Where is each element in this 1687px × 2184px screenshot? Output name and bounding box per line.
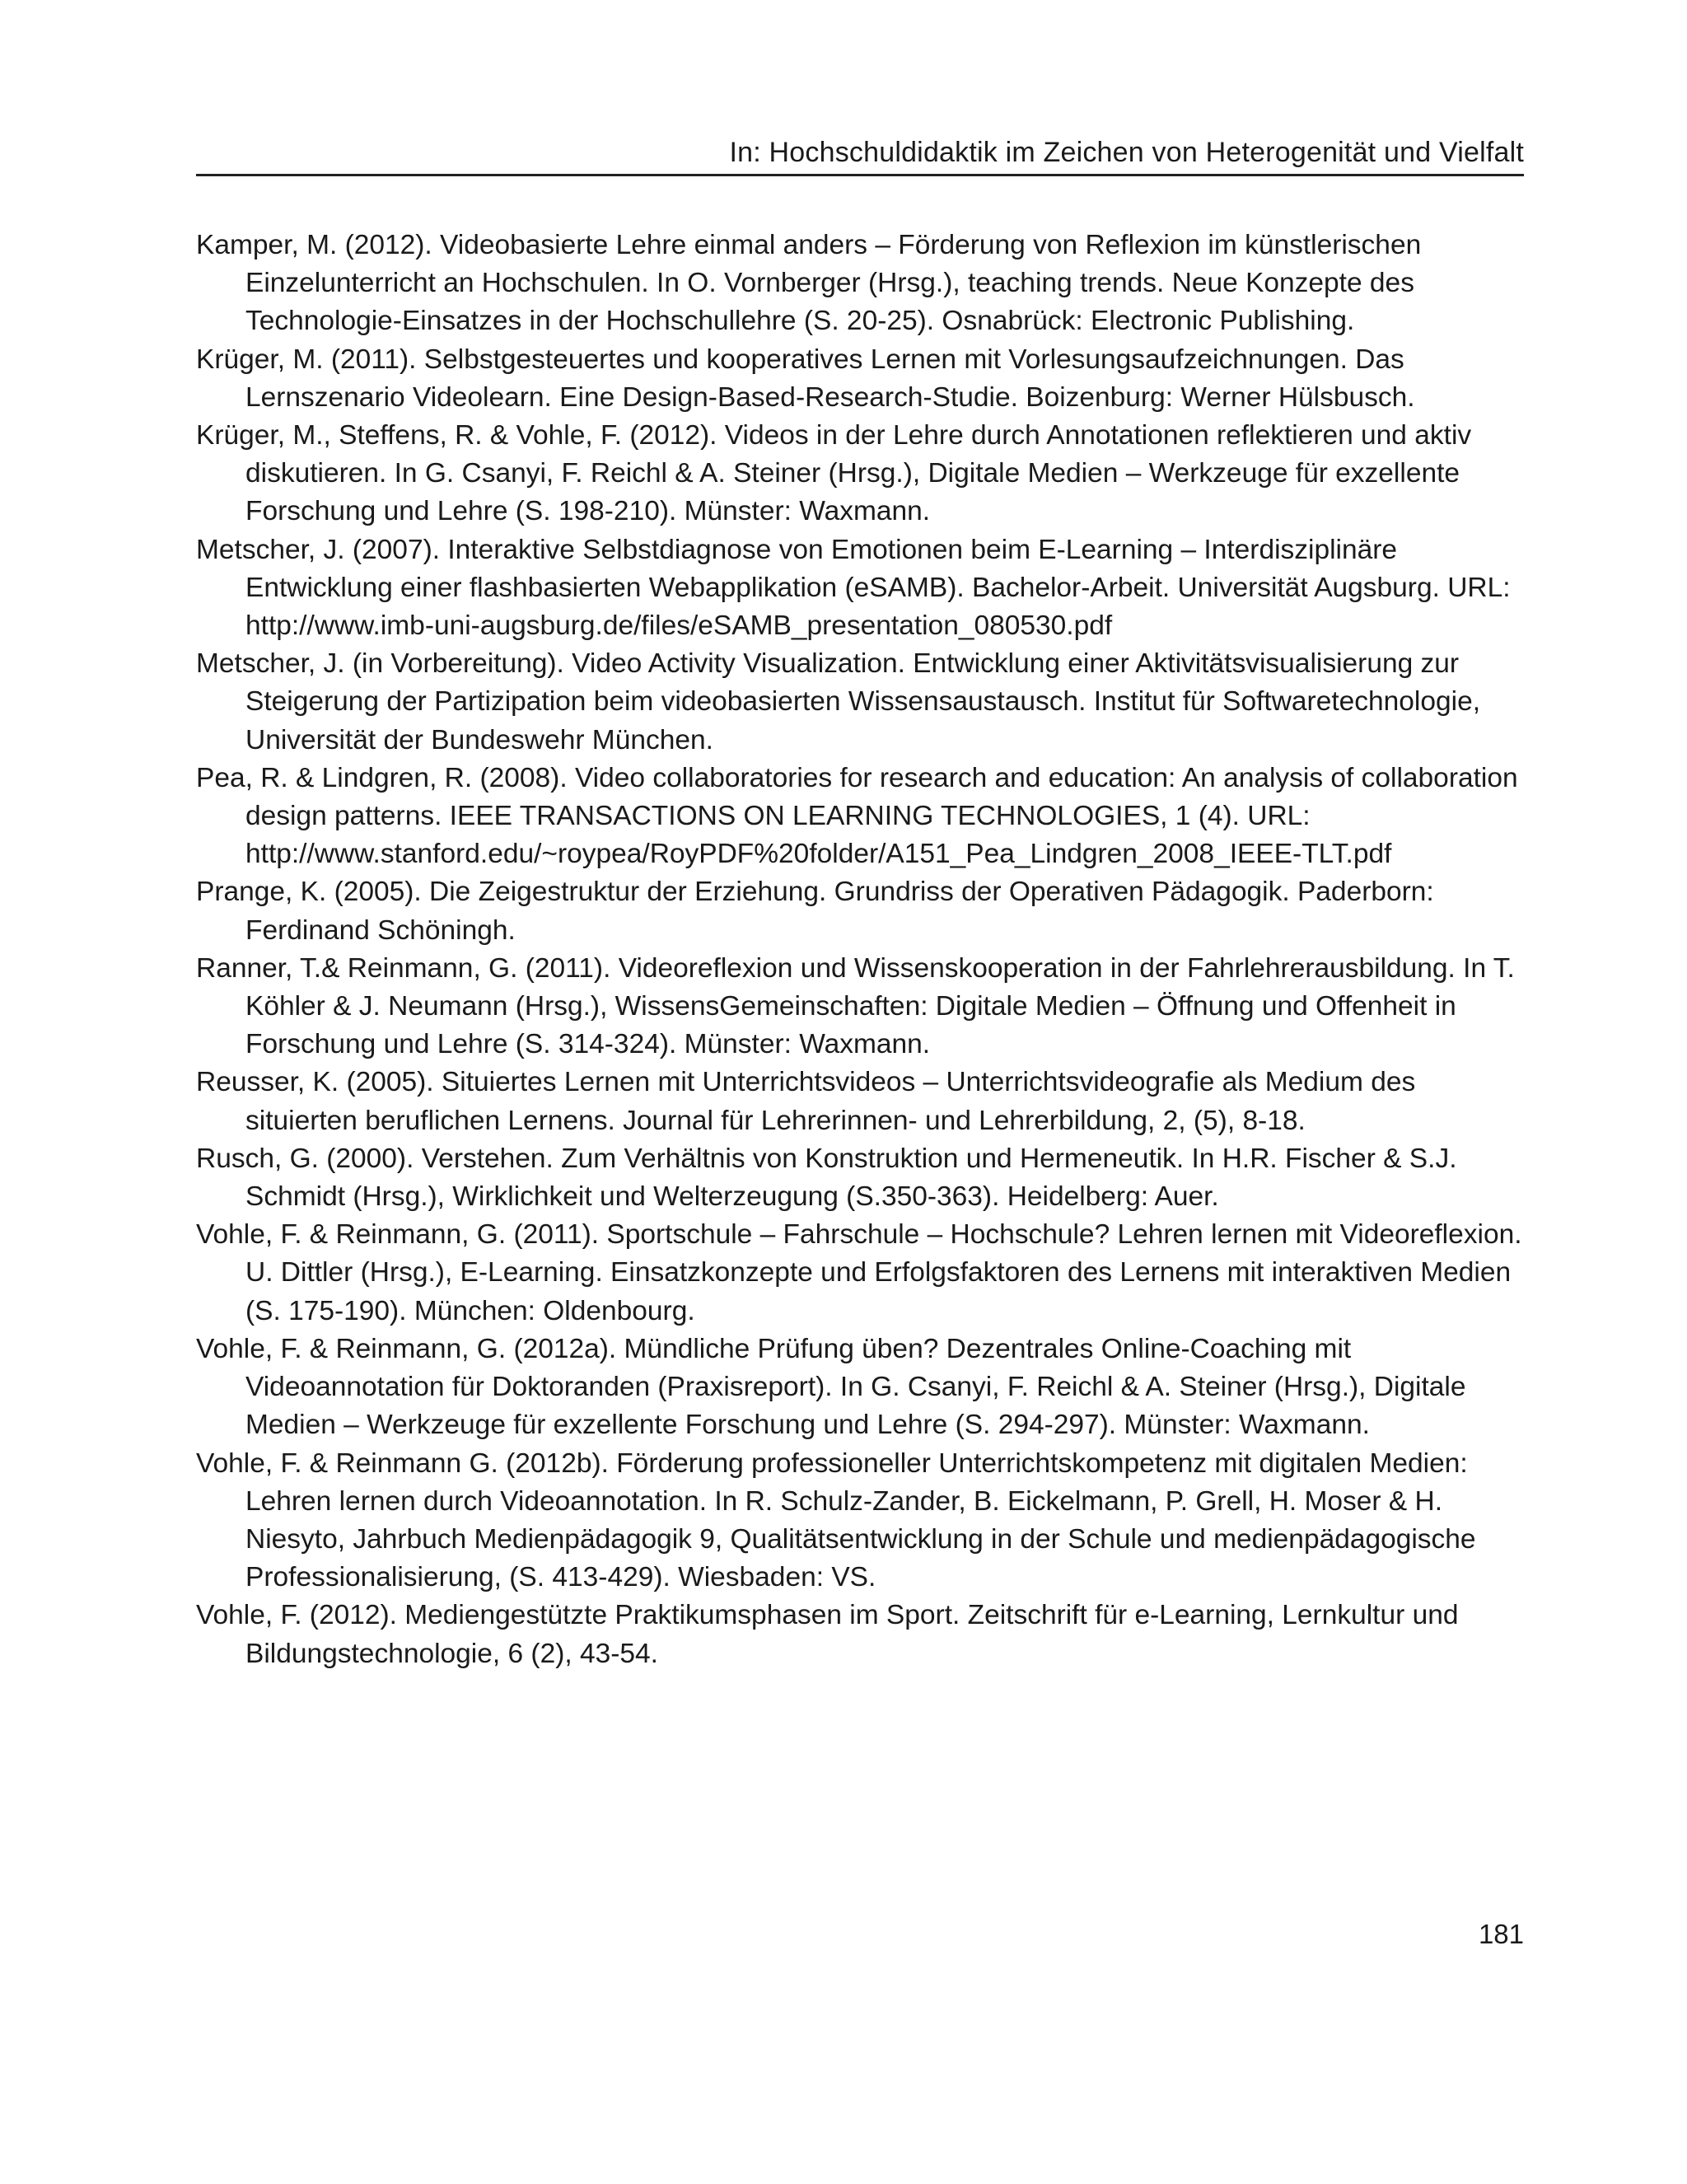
reference-entry: Vohle, F. & Reinmann, G. (2012a). Mündliche Prüfung üben? Dezentrales Online-Coaching mit Videoannotation für Doktoranden (Praxisreport). In G. Csanyi, F. Reichl & A. Steiner (Hrsg.), Digitale Medien – Werkzeuge für exzellente Forschung und Lehre (S. 294-297). Münster: Waxmann. [196,1333,1466,1441]
reference-entry: Krüger, M., Steffens, R. & Vohle, F. (2012). Videos in der Lehre durch Annotationen reflektieren und aktiv diskutieren. In G. Csanyi, F. Reichl & A. Steiner (Hrsg.), Digitale Medien – Werkzeuge für exzellente Forschung und Lehre (S. 198-210). Münster: Waxmann. [196,420,1472,527]
reference-entry: Pea, R. & Lindgren, R. (2008). Video collaboratories for research and education: An analysis of collaboration design patterns. IEEE TRANSACTIONS ON LEARNING TECHNOLOGIES, 1 (4). URL: http://www.stanford.edu/~roypea/RoyPDF%20folder/A151_Pea_Lindgren_2008_IEEE-TLT.pdf [196,762,1518,870]
reference-entry: Vohle, F. (2012). Mediengestützte Praktikumsphasen im Sport. Zeitschrift für e-Learning, Lernkultur und Bildungstechnologie, 6 (2), 43-54. [196,1600,1459,1669]
reference-entry: Krüger, M. (2011). Selbstgesteuertes und kooperatives Lernen mit Vorlesungsaufzeichnungen. Das Lernszenario Videolearn. Eine Design-Based-Research-Studie. Boizenburg: Werner Hülsbusch. [196,344,1415,413]
reference-entry: Kamper, M. (2012). Videobasierte Lehre einmal anders – Förderung von Reflexion im künstlerischen Einzelunterricht an Hochschulen. In O. Vornberger (Hrsg.), teaching trends. Neue Konzepte des Technologie-Einsatzes in der Hochschullehre (S. 20-25). Osnabrück: Electronic Publishing. [196,230,1422,337]
reference-entry: Prange, K. (2005). Die Zeigestruktur der Erziehung. Grundriss der Operativen Pädagogik. Paderborn: Ferdinand Schöningh. [196,877,1434,946]
reference-entry: Metscher, J. (2007). Interaktive Selbstdiagnose von Emotionen beim E-Learning – Interdisziplinäre Entwicklung einer flashbasierten Webapplikation (eSAMB). Bachelor-Arbeit. Universität Augsburg. URL: http://www.imb-uni-augsburg.de/files/eSAMB_presentation_080530.pdf [196,534,1511,642]
running-header-title: In: Hochschuldidaktik im Zeichen von Heterogenität und Vielfalt [729,137,1524,168]
reference-list [196,227,1524,1673]
running-header [196,133,1524,176]
page-number: 181 [1478,1919,1524,1949]
reference-entry: Ranner, T.& Reinmann, G. (2011). Videoreflexion und Wissenskooperation in der Fahrlehrerausbildung. In T. Köhler & J. Neumann (Hrsg.), WissensGemeinschaften: Digitale Medien – Öffnung und Offenheit in Forschung und Lehre (S. 314-324). Münster: Waxmann. [196,952,1515,1060]
reference-entry: Metscher, J. (in Vorbereitung). Video Activity Visualization. Entwicklung einer Aktivitätsvisualisierung zur Steigerung der Partizipation beim videobasierten Wissensaustausch. Institut für Softwaretechnologie, Universität der Bundeswehr München. [196,648,1481,755]
reference-entry: Reusser, K. (2005). Situiertes Lernen mit Unterrichtsvideos – Unterrichtsvideografie als Medium des situierten beruflichen Lernens. Journal für Lehrerinnen- und Lehrerbildung, 2, (5), 8-18. [196,1067,1416,1136]
reference-entry: Rusch, G. (2000). Verstehen. Zum Verhältnis von Konstruktion und Hermeneutik. In H.R. Fischer & S.J. Schmidt (Hrsg.), Wirklichkeit und Welterzeugung (S.350-363). Heidelberg: Auer. [196,1143,1457,1213]
reference-entry: Vohle, F. & Reinmann G. (2012b). Förderung professioneller Unterrichtskompetenz mit digitalen Medien: Lehren lernen durch Videoannotation. In R. Schulz-Zander, B. Eickelmann, P. Grell, H. Moser & H. Niesyto, Jahrbuch Medienpädagogik 9, Qualitätsentwicklung in der Schule und medienpädagogische Professionalisierung, (S. 413-429). Wiesbaden: VS. [196,1447,1476,1593]
reference-entry: Vohle, F. & Reinmann, G. (2011). Sportschule – Fahrschule – Hochschule? Lehren lernen mit Videoreflexion. U. Dittler (Hrsg.), E-Learning. Einsatzkonzepte und Erfolgsfaktoren des Lernens mit interaktiven Medien (S. 175-190). München: Oldenbourg. [196,1219,1522,1326]
